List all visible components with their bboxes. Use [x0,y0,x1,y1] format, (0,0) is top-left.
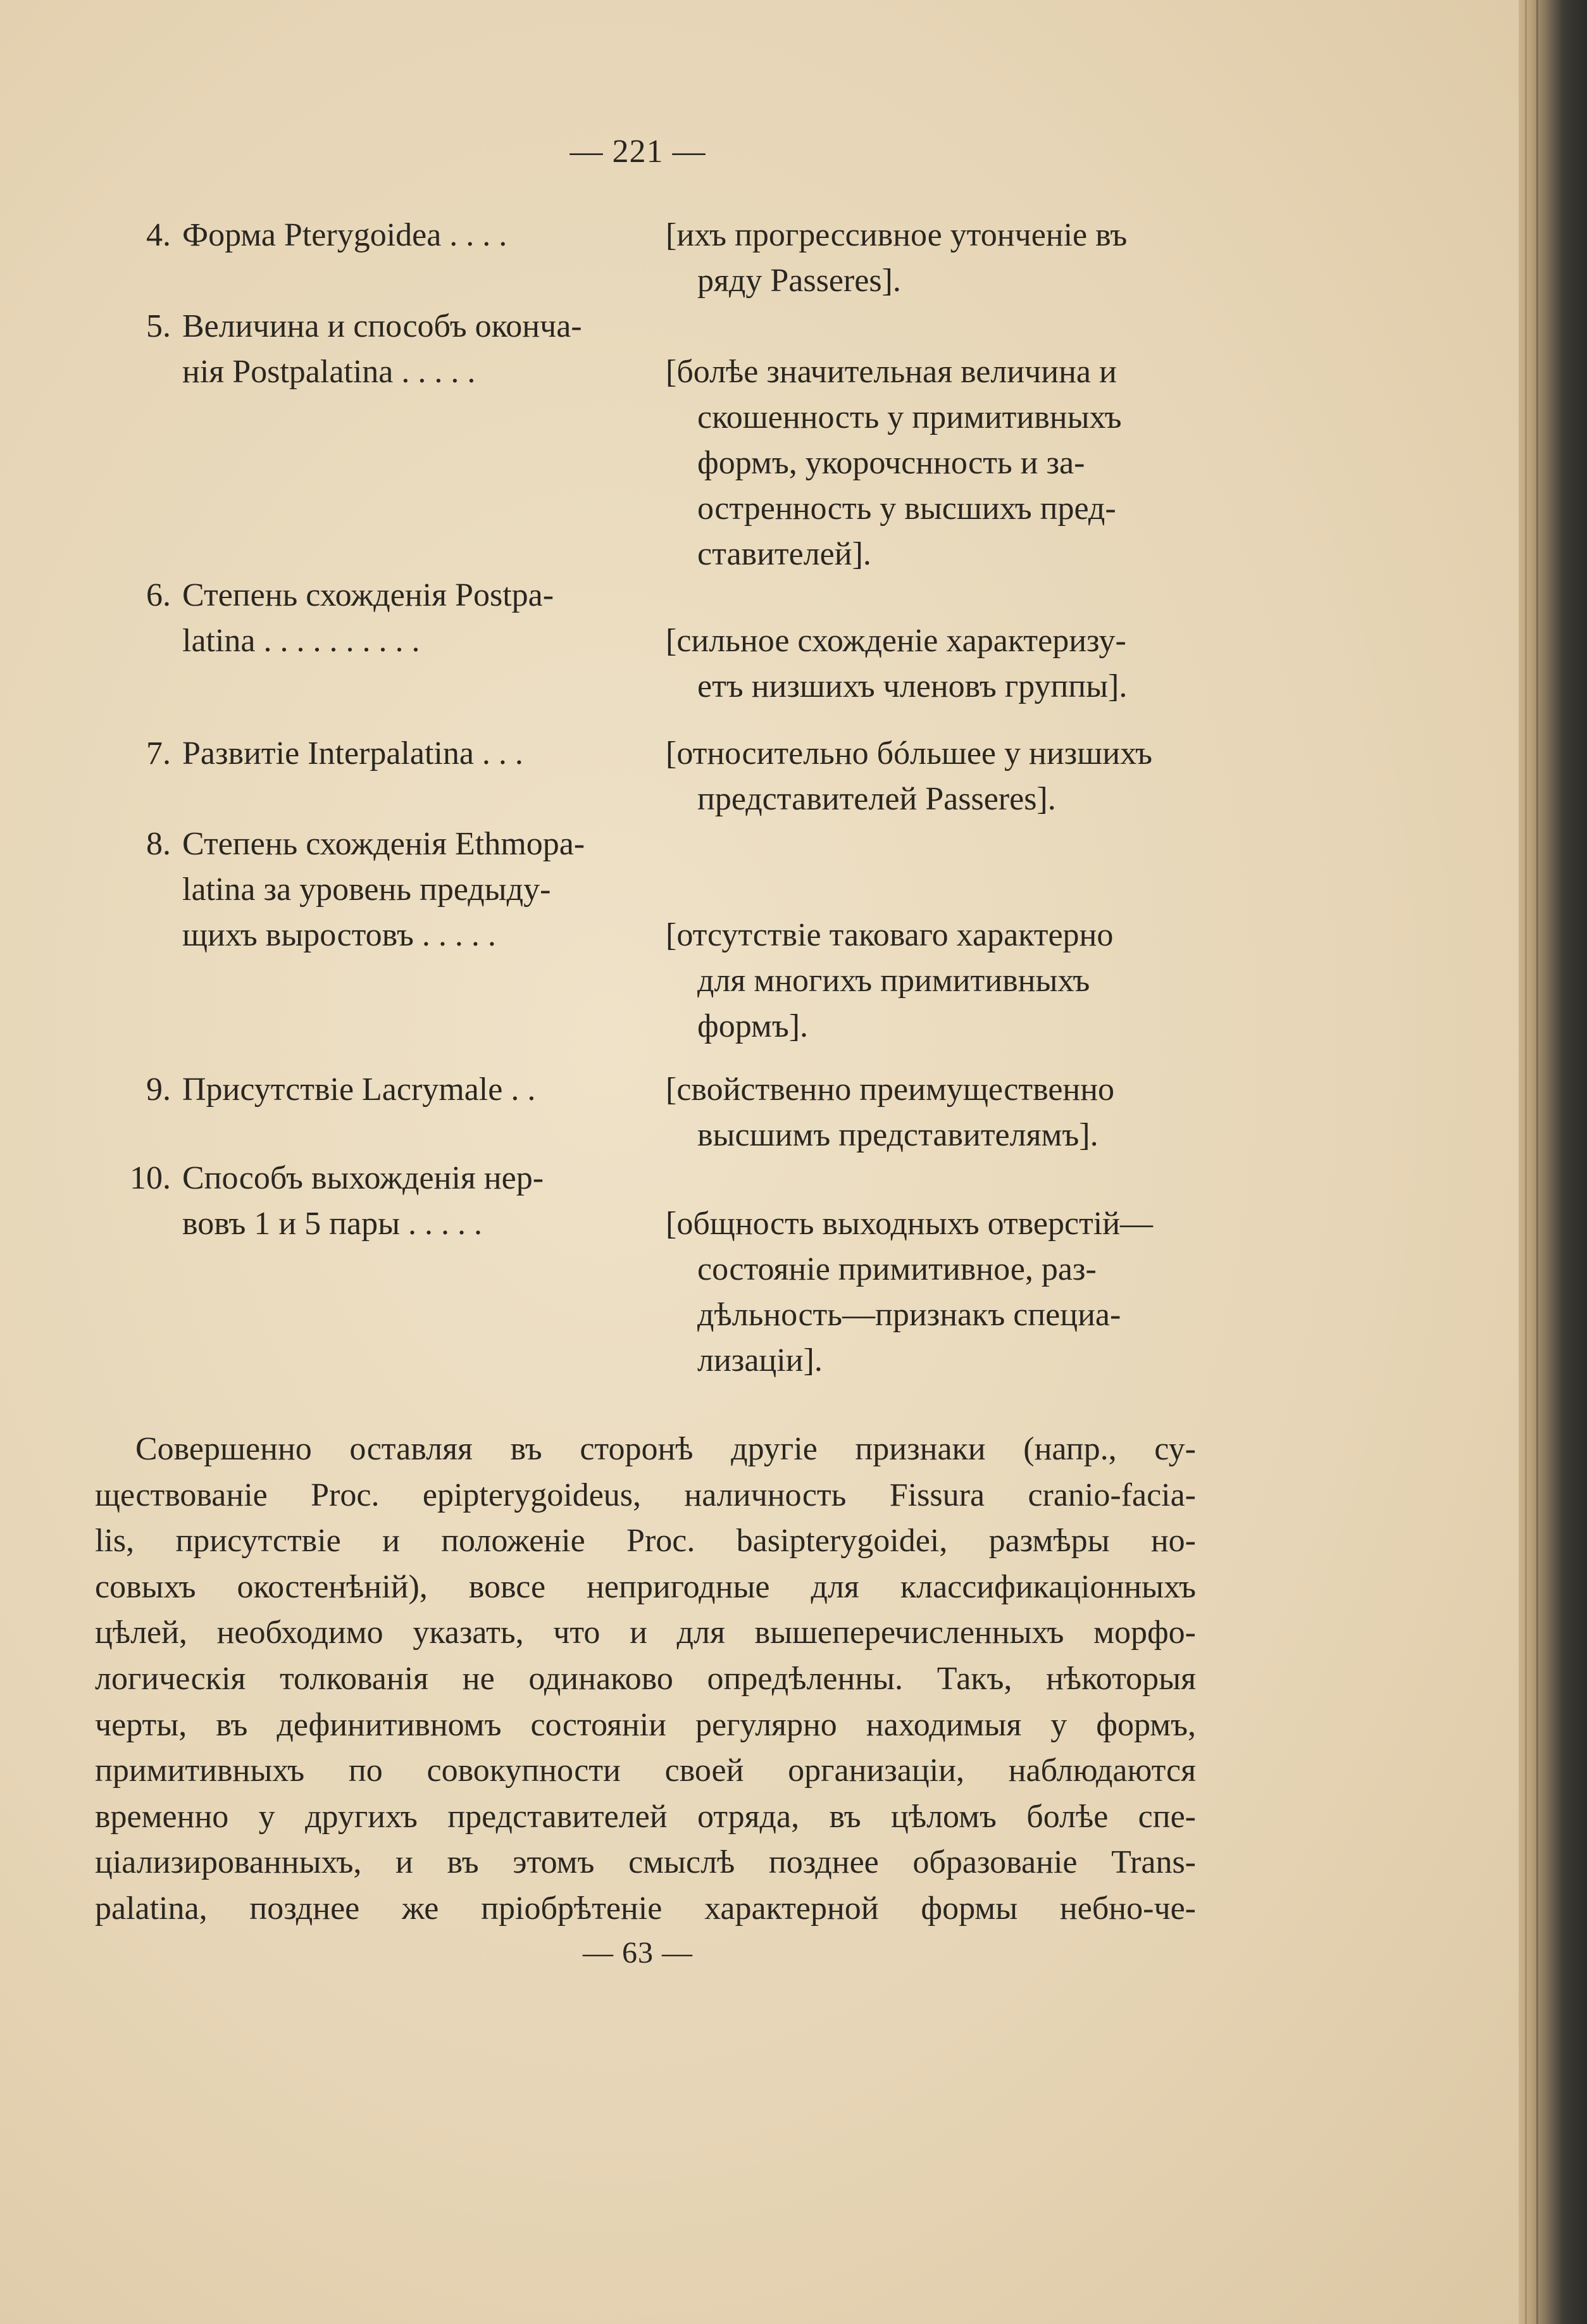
description-line: для многихъ примитивныхъ [697,963,1090,999]
paragraph-line: временно у другихъ представителей отряда, въ цѣломъ болѣе спе- [95,1798,1196,1835]
paragraph-line: lis, присутствіе и положеніе Proc. basipterygoidei, размѣры но- [95,1523,1196,1559]
description-line: ставителей]. [697,536,871,572]
description-line: представителей Passeres]. [697,781,1056,817]
feature-line: Величина и способъ оконча- [182,308,582,344]
page-stack-line [1536,0,1538,2324]
description-line: дѣльность—признакъ специа- [697,1297,1121,1333]
feature-line: Развитіе Interpalatina . . . [182,735,523,772]
feature-line: вовъ 1 и 5 пары . . . . . [182,1206,483,1242]
description-line: остренность у высшихъ пред- [697,490,1116,527]
description-line: етъ низшихъ членовъ группы]. [697,668,1128,704]
description-line: [болѣе значительная величина и [666,354,1117,390]
description-line: состояніе примитивное, раз- [697,1251,1097,1287]
item-number: 6. [146,577,171,613]
feature-line: Присутствіе Lacrymale . . [182,1071,536,1108]
item-number: 9. [146,1071,171,1108]
paragraph-line: цѣлей, необходимо указать, что и для вышеперечисленныхъ морфо- [95,1615,1196,1651]
description-line: ряду Passeres]. [697,263,901,299]
description-line: высшимъ представителямъ]. [697,1117,1098,1153]
item-feature [182,1156,638,1247]
description-line: [ихъ прогрессивное утонченіе въ [666,217,1128,253]
feature-line: Степень схожденія Ethmopa- [182,826,585,862]
item-feature [182,822,638,958]
item-number: 5. [146,308,171,344]
item-feature [182,1067,638,1113]
description-line: [общность выходныхъ отверстій— [666,1206,1154,1242]
item-number: 4. [146,217,171,253]
page-stack-line [1525,0,1527,2324]
item-description [666,618,1191,709]
item-number: 10. [130,1160,171,1196]
item-description [666,913,1191,1049]
item-description [666,731,1191,822]
paragraph-line: логическія толкованія не одинаково опредѣленны. Такъ, нѣкоторыя [95,1660,1196,1697]
item-number: 7. [146,735,171,772]
feature-line: нія Postpalatina . . . . . [182,354,476,390]
feature-line: latina . . . . . . . . . . [182,623,420,659]
description-line: формъ]. [697,1008,809,1044]
paragraph-line: ціализированныхъ, и въ этомъ смыслѣ позднее образованіе Trans- [95,1844,1196,1881]
item-feature [182,213,638,258]
page-number-header: — 221 — [569,134,706,170]
feature-line: Способъ выхожденія нер- [182,1160,544,1196]
paragraph-line: Совершенно оставляя въ сторонѣ другіе признаки (напр., су- [135,1431,1196,1467]
item-feature [182,304,638,395]
description-line: лизаціи]. [697,1342,823,1378]
page-number-footer: — 63 — [583,1936,693,1970]
description-line: формъ, укорочснность и за- [697,445,1085,481]
paragraph-line: ществованіе Proc. epipterygoideus, наличность Fissura cranio-facia- [95,1477,1196,1513]
item-number: 8. [146,826,171,862]
body-paragraph [95,1427,1196,1932]
description-line: [сильное схожденіе характеризу- [666,623,1126,659]
paragraph-line: черты, въ дефинитивномъ состояніи регулярно находимыя у формъ, [95,1706,1196,1743]
item-description [666,349,1191,577]
feature-line: Форма Pterygoidea . . . . [182,217,507,253]
item-feature [182,731,638,777]
feature-line: Степень схожденія Postpa- [182,577,554,613]
item-description [666,1201,1191,1384]
paragraph-line: palatina, позднее же пріобрѣтеніе характерной формы небно-че- [95,1890,1196,1927]
item-description [666,1067,1191,1158]
description-line: [отсутствіе таковаго характерно [666,917,1114,953]
paragraph-line: совыхъ окостенѣній), вовсе непригодные для классификаціонныхъ [95,1568,1196,1605]
feature-line: latina за уровень предыду- [182,872,551,908]
page-stack-edge [1519,0,1587,2324]
description-line: [относительно бóльшее у низшихъ [666,735,1152,772]
paragraph-line: примитивныхъ по совокупности своей организаціи, наблюдаются [95,1752,1196,1789]
feature-line: щихъ выростовъ . . . . . [182,917,496,953]
description-line: скошенность у примитивныхъ [697,399,1122,435]
item-feature [182,573,638,664]
description-line: [свойственно преимущественно [666,1071,1115,1108]
item-description [666,213,1191,304]
